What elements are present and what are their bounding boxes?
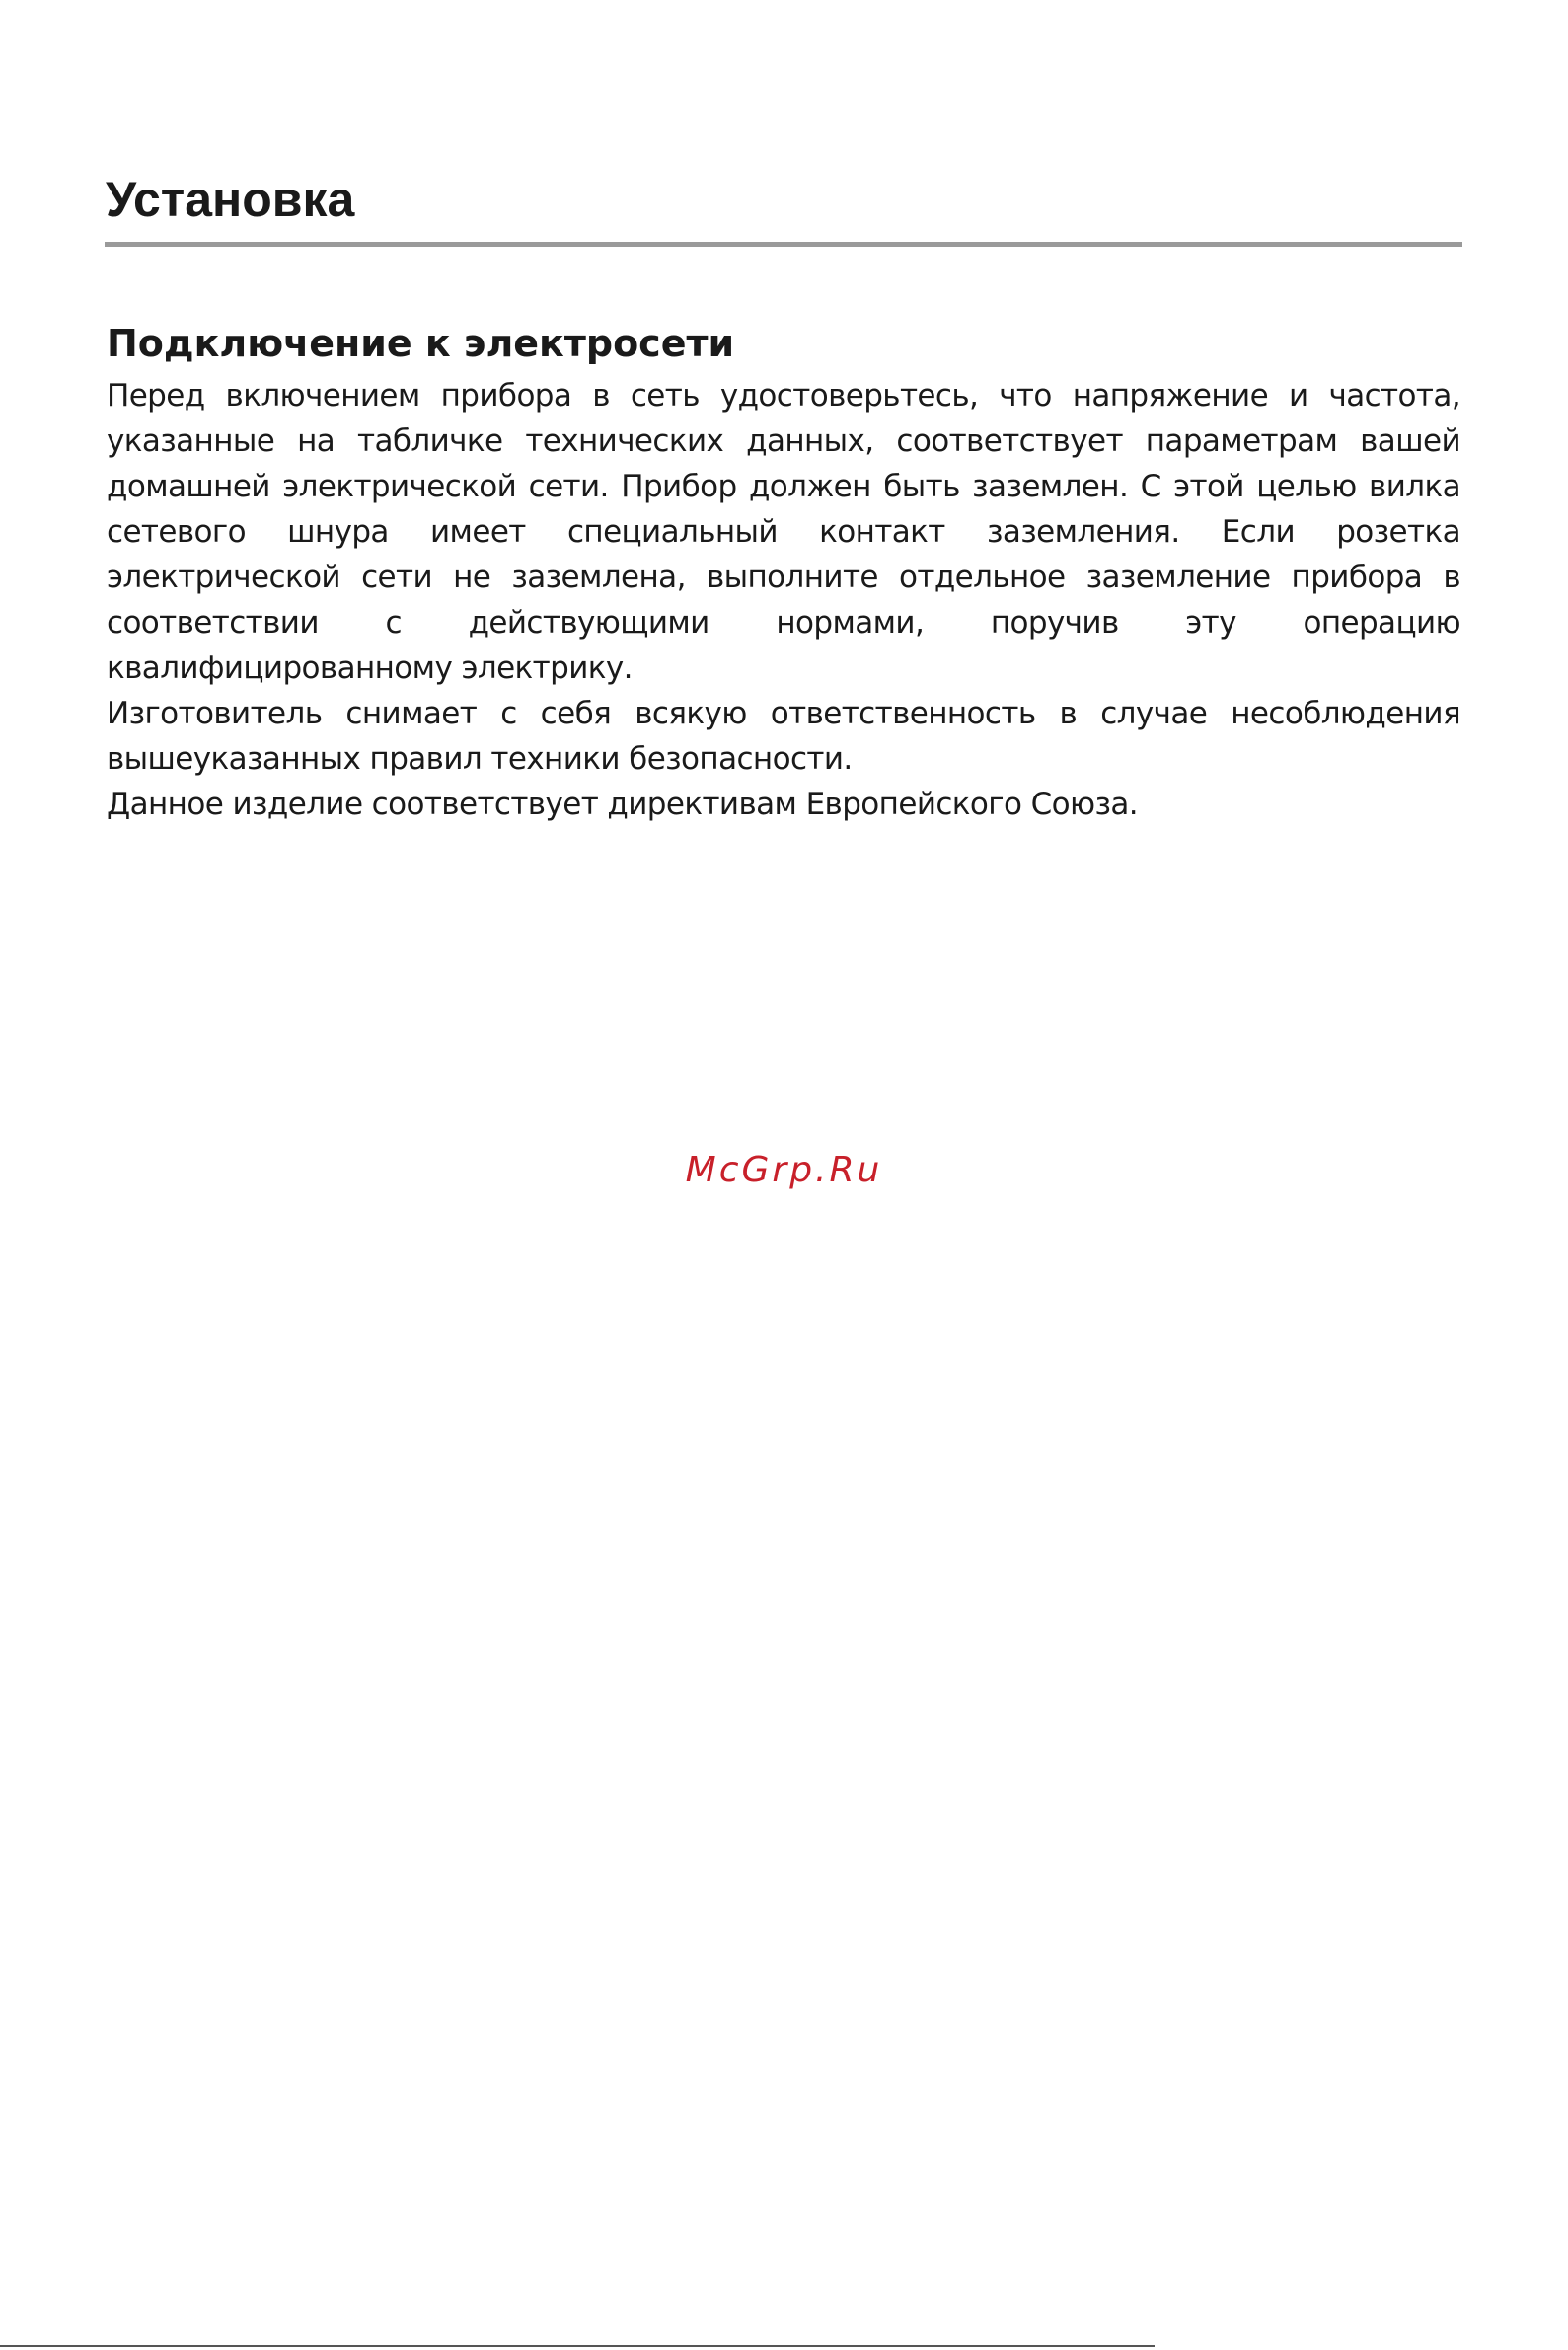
paragraph-grounding: Перед включением прибора в сеть удостоверьтесь, что напряжение и частота, указанные на табличке технических данных, соответствует параметрам вашей домашней электрической сети. Прибор должен быть заземлен. С этой целью вилка сетевого шнура имеет специальный контакт заземления. Если розетка электрической сети не заземлена, выполните отдельное заземление прибора в соответствии с действующими нормами, поручив эту операцию квалифицированному электрику. xyxy=(107,378,1460,686)
paragraph-liability: Изготовитель снимает с себя всякую ответственность в случае несоблюдения вышеуказанных правил техники безопасности. xyxy=(107,696,1460,777)
paragraph-eu-directives: Данное изделие соответствует директивам Европейского Союза. xyxy=(107,787,1139,822)
title-divider xyxy=(105,242,1462,247)
page-title: Установка xyxy=(106,172,355,227)
footer-divider xyxy=(0,2345,1155,2347)
section-heading: Подключение к электросети xyxy=(107,322,735,365)
section-power-connection xyxy=(107,316,1460,827)
watermark-link[interactable]: McGrp.Ru xyxy=(685,1150,883,1190)
